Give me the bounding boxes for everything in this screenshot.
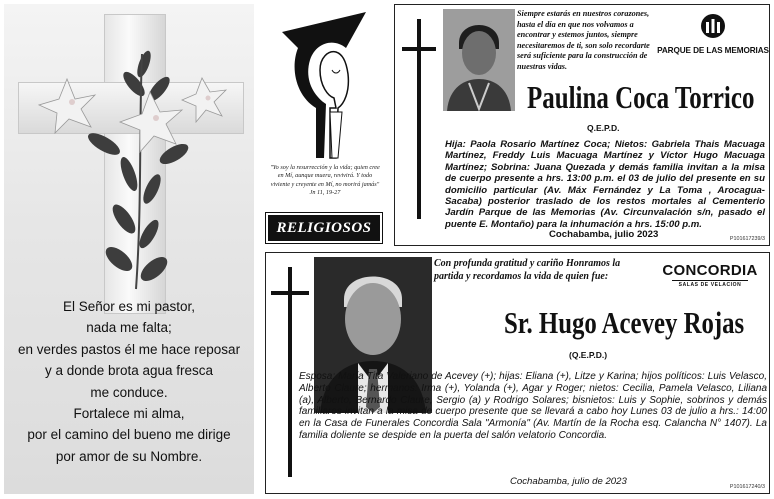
parque-memorias-logo bbox=[700, 13, 726, 39]
psalm-line: me conduce. bbox=[90, 384, 168, 400]
deceased-photo bbox=[443, 9, 515, 111]
psalm-line: por el camino del bueno me dirige bbox=[27, 427, 231, 443]
scripture-quote: "Yo soy la resurrección y la vida; quien cree en Mí, aunque muera, revivirá. Y todo viviente y creyente en Mí, no morirá jamás" Jn 11, 19-27 bbox=[270, 164, 380, 197]
reference-code: P101617239/3 bbox=[729, 236, 765, 242]
psalm-line: en verdes pastos él me hace reposar bbox=[17, 341, 241, 357]
brand-name: PARQUE DE LAS MEMORIAS bbox=[657, 46, 769, 55]
deceased-name: Paulina Coca Torrico bbox=[527, 79, 755, 115]
brand-name: CONCORDIA bbox=[662, 262, 758, 279]
obituary-hugo bbox=[265, 252, 770, 494]
psalm-line: y a donde brota agua fresca bbox=[44, 363, 214, 379]
psalm-line: El Señor es mi pastor, bbox=[62, 299, 196, 314]
lily-icon bbox=[24, 44, 244, 294]
qepd-label: (Q.E.P.D.) bbox=[569, 350, 608, 360]
religiosos-badge: RELIGIOSOS bbox=[266, 213, 382, 243]
dedication-text: Con profunda gratitud y cariño Honramos la partida y recordamos la vida de quien fue: bbox=[434, 258, 621, 282]
psalm-line: por amor de su Nombre. bbox=[55, 448, 203, 464]
reference-code: P101617240/3 bbox=[729, 484, 765, 490]
psalm-panel bbox=[4, 4, 254, 494]
qepd-label: Q.E.P.D. bbox=[587, 123, 620, 133]
psalm-line: nada me falta; bbox=[86, 320, 172, 336]
concordia-brand bbox=[656, 263, 764, 288]
location-date: Cochabamba, julio 2023 bbox=[549, 229, 659, 240]
psalm-line: Fortalece mi alma, bbox=[73, 406, 185, 422]
brand-subtitle: SALAS DE VELACION bbox=[672, 280, 748, 288]
cross-icon bbox=[402, 19, 436, 219]
madonna-icon bbox=[276, 8, 372, 164]
obituary-paulina bbox=[394, 4, 770, 246]
parque-memorias-brand bbox=[657, 13, 769, 55]
deceased-name: Sr. Hugo Acevey Rojas bbox=[504, 305, 745, 340]
psalm-text bbox=[4, 296, 254, 467]
obituary-body: Esposa: María Tita Valeriano de Acevey (+); hijas: Eliana (+), Litze y Karina; hijos políticos: Luis Velasco, Alberto Claure; hermanos: Irma (+), Yolanda (+), Agar y Roger; nietos: Cecilia, Pamela Velasco, Liliana (a), Alberto, Bernardo Claure, Sergio (a) y Rodrigo Solares; bisnietos: Luis y Sophie, sobrinos y demás familiares invitan a la misa de cuerpo presente que se llevará a cabo hoy Lunes 03 de julio a hrs.: 14:00 en la Casa de Funerales Concordia Sala "Armonía" (Av. Martín de la Rocha esq. Calancha N° 1407). La familia doliente se despide en la puerta del salón velatorio Concordia. bbox=[299, 371, 767, 441]
location-date: Cochabamba, julio de 2023 bbox=[510, 476, 627, 487]
dedication-text: Siempre estarás en nuestros corazones, hasta el día en que nos volvamos a encontrar y estemos juntos, siempre necesitaremos de ti, son solo recordarte será suficiente para la construcción de nuestras vidas. bbox=[517, 9, 650, 71]
obituary-body: Hija: Paola Rosario Martínez Coca; Nietos: Gabriela Thais Macuaga Martínez, Freddy Luis Macuaga Martínez y Víctor Hugo Macuaga Martínez; Sobrina: Juana Quezada y demás familia invitan a la misa de cuerpo presente a hrs. 13:00 p.m. el 03 de julio del presente en su domicilio particular (Av. Máx Fernández y La Toma , Arocagua- Sacaba) posterior traslado de los restos mortales al Cementerio Jardín Parque de las Memorias (Av. Circunvalación s/n, pasado el puente E. Montaño) para la inhumación a hrs. 15:00 p.m. bbox=[445, 139, 765, 230]
